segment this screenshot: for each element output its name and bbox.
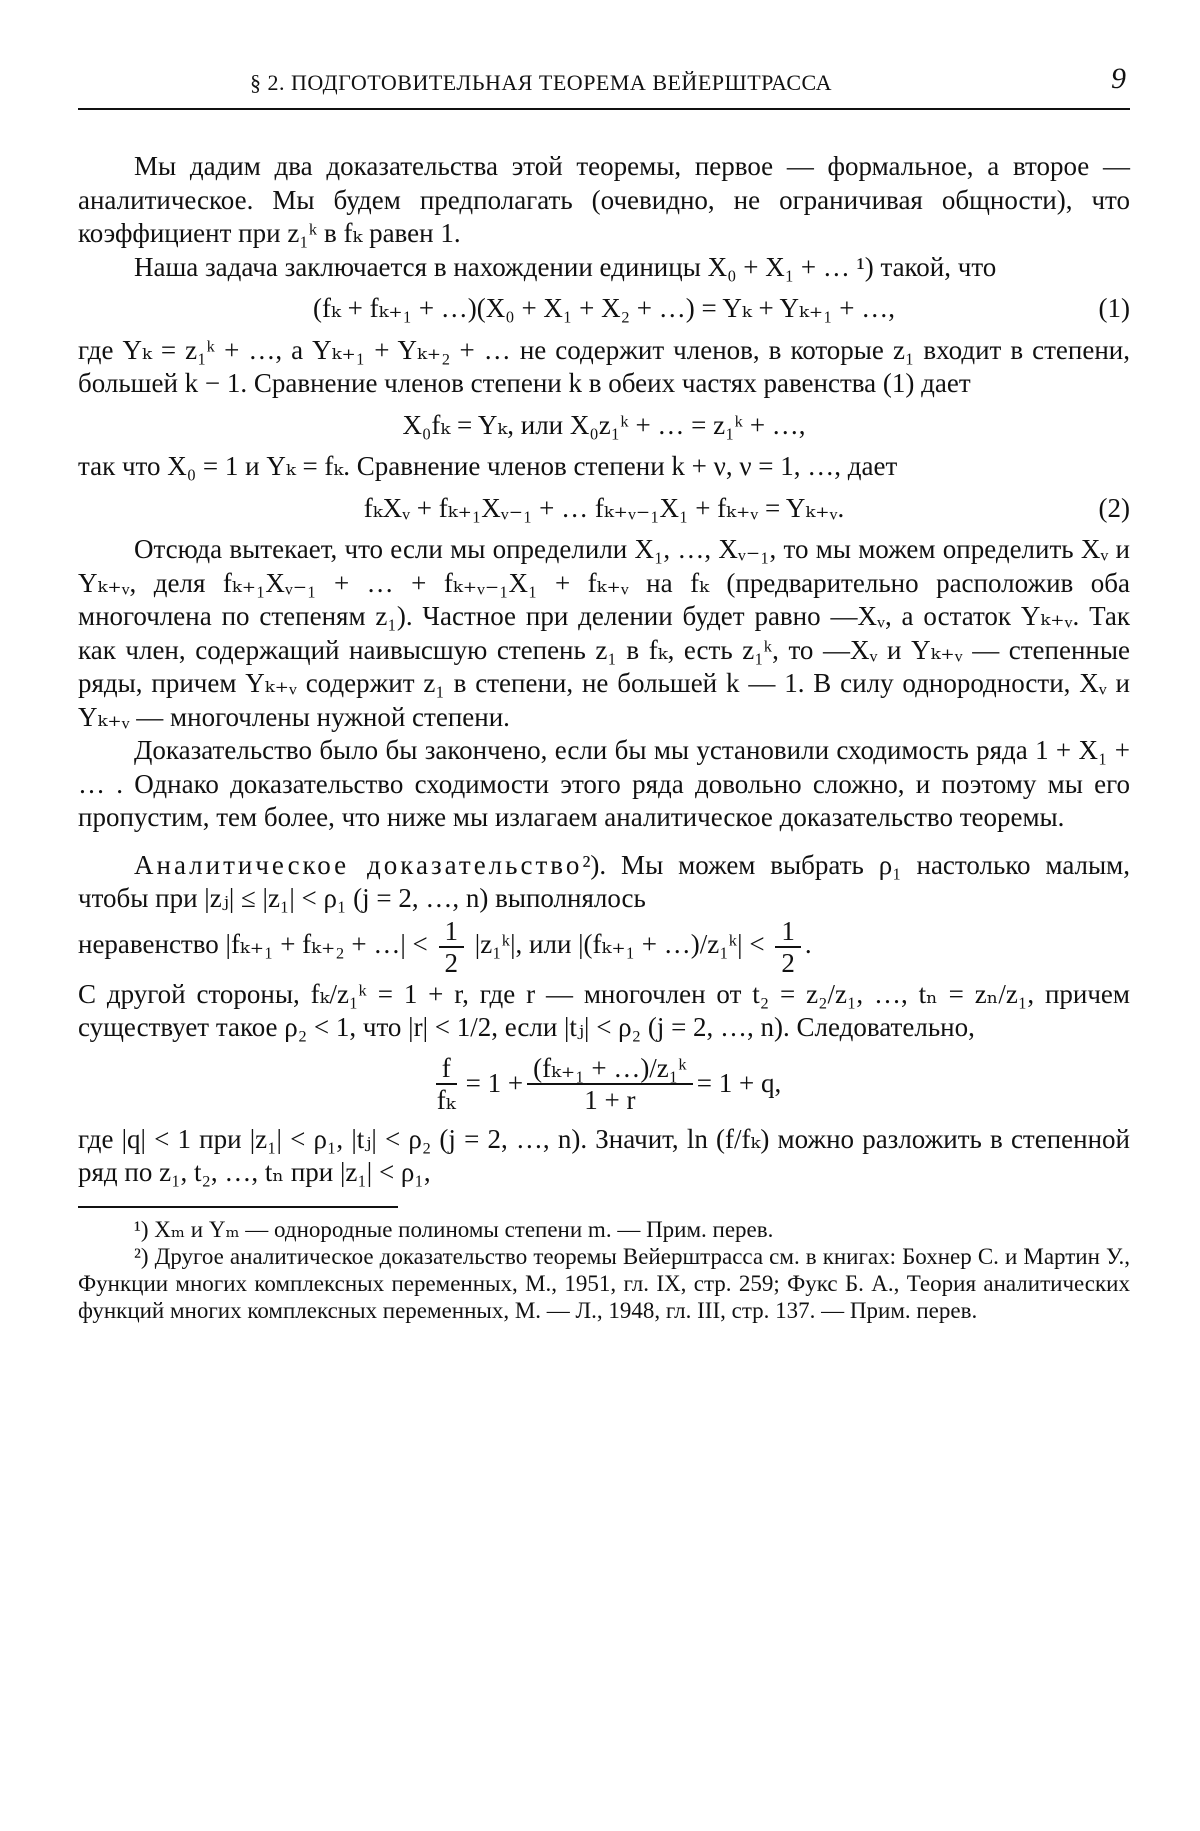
paragraph-5: Отсюда вытекает, что если мы определили X₁, …, Xᵥ₋₁, то мы можем определить Xᵥ и Yₖ₊ᵥ, деля fₖ₊₁Xᵥ₋₁ + … + fₖ₊ᵥ₋₁X₁ + fₖ₊ᵥ на fₖ (предварительно расположив оба многочлена по степеням z₁). Частное при делении будет равно —Xᵥ, а остаток Yₖ₊ᵥ. Так как член, содержащий наивысшую степень z₁ в fₖ, есть z₁ᵏ, то —Xᵥ и Yₖ₊ᵥ — степенные ряды, причем Yₖ₊ᵥ содержит z₁ в степени, не большей k — 1. В силу однородности, Xᵥ и Yₖ₊ᵥ — многочлены нужной степени. xyxy=(78,534,1130,732)
paragraph-7 xyxy=(78,849,1130,916)
footnote-2: ²) Другое аналитическое доказательство теоремы Вейерштрасса см. в книгах: Бохнер С. и Мартин У., Функции многих комплексных переменных, М., 1951, гл. IX, стр. 259; Фукс Б. А., Теория аналитических функций многих комплексных переменных, М. — Л., 1948, гл. III, стр. 137. — Прим. перев. xyxy=(78,1243,1130,1323)
fraction-half-1-num: 1 xyxy=(439,916,465,948)
paragraph-7-lead: Аналитическое доказательство xyxy=(134,849,583,880)
equation-3-mid: = 1 + xyxy=(465,1067,524,1098)
fraction-half-2-num: 1 xyxy=(775,916,801,948)
equation-3-end: = 1 + q, xyxy=(696,1067,782,1098)
equation-1-number: (1) xyxy=(1098,293,1130,323)
fraction-half-1-den: 2 xyxy=(444,947,459,978)
fraction-half-2-den: 2 xyxy=(781,947,795,978)
equation-2-number: (2) xyxy=(1098,492,1130,523)
equation-3 xyxy=(78,1053,1130,1115)
equation-mid xyxy=(78,409,1130,443)
fraction-half-1 xyxy=(439,916,465,978)
paragraph-3: где Yₖ = z₁ᵏ + …, а Yₖ₊₁ + Yₖ₊₂ + … не содержит членов, в которые z₁ входит в степени, большей k − 1. Сравнение членов степени k в обеих частях равенства (1) дает xyxy=(78,334,1130,398)
inequality-part-b: |z₁ᵏ|, или |(fₖ₊₁ + …)/z₁ᵏ| < xyxy=(474,928,765,959)
footnote-1: ¹) Xₘ и Yₘ — однородные полиномы степени m. — Прим. перев. xyxy=(134,1216,774,1242)
book-page xyxy=(78,62,1131,1323)
page-number: 9 xyxy=(1111,62,1126,95)
equation-2 xyxy=(78,492,1130,526)
paragraph-7-rest: ²). Мы можем выбрать ρ₁ настолько малым, чтобы при |zⱼ| ≤ |z₁| < ρ₁ (j = 2, …, n) выполнялось xyxy=(78,849,1131,913)
equation-3-lhs xyxy=(431,1053,462,1115)
equation-mid-body: X₀fₖ = Yₖ, или X₀z₁ᵏ + … = z₁ᵏ + …, xyxy=(402,409,806,440)
running-header xyxy=(78,62,1130,106)
paragraph-4: так что X₀ = 1 и Yₖ = fₖ. Сравнение членов степени k + ν, ν = 1, …, дает xyxy=(78,451,898,481)
page-body xyxy=(78,150,1130,1324)
footnote-rule xyxy=(78,1206,398,1208)
header-rule xyxy=(78,108,1130,110)
paragraph-6: Доказательство было бы закончено, если бы мы установили сходимость ряда 1 + X₁ + … . Однако доказательство сходимости этого ряда довольно сложно, и поэтому мы его пропустим, тем более, что ниже мы излагаем аналитическое доказательство теоремы. xyxy=(78,735,1130,832)
inequality-part-a: неравенство |fₖ₊₁ + fₖ₊₂ + …| < xyxy=(78,928,428,959)
equation-3-frac-num: (fₖ₊₁ + …)/z₁ᵏ xyxy=(527,1053,693,1085)
paragraph-8: С другой стороны, fₖ/z₁ᵏ = 1 + r, где r — многочлен от t₂ = z₂/z₁, …, tₙ = zₙ/z₁, причем существует такое ρ₂ < 1, что |r| < 1/2, если |tⱼ| < ρ₂ (j = 2, …, n). Следовательно, xyxy=(78,978,1130,1042)
equation-2-body: fₖXᵥ + fₖ₊₁Xᵥ₋₁ + … fₖ₊ᵥ₋₁X₁ + fₖ₊ᵥ = Yₖ₊ᵥ. xyxy=(363,492,845,523)
equation-1-body: (fₖ + fₖ₊₁ + …)(X₀ + X₁ + X₂ + …) = Yₖ + Yₖ₊₁ + …, xyxy=(313,293,895,323)
equation-3-frac xyxy=(527,1053,693,1115)
paragraph-2: Наша задача заключается в нахождении единицы X₀ + X₁ + … ¹) такой, что xyxy=(134,251,997,282)
equation-3-lhs-den: fₖ xyxy=(436,1084,456,1115)
equation-1 xyxy=(78,292,1130,326)
header-title: § 2. ПОДГОТОВИТЕЛЬНАЯ ТЕОРЕМА ВЕЙЕРШТРАССА xyxy=(250,70,832,95)
paragraph-1: Мы дадим два доказательства этой теоремы, первое — формальное, а второе — аналитическое. Мы будем предполагать (очевидно, не ограничивая общности), что коэффициент при z₁ᵏ в fₖ равен 1. xyxy=(78,151,1130,248)
inequality-line: неравенство |fₖ₊₁ + fₖ₊₂ + …| < $\frac{1}{2}$ |z₁ᵏ|, или |(fₖ₊₁ + …)/z₁ᵏ| < $\frac{1}{2}$ . xyxy=(78,915,812,978)
section-gap xyxy=(78,835,1130,849)
paragraph-9: где |q| < 1 при |z₁| < ρ₁, |tⱼ| < ρ₂ (j = 2, …, n). Значит, ln (f/fₖ) можно разложить в степенной ряд по z₁, t₂, …, tₙ при |z₁| < ρ₁, xyxy=(78,1123,1130,1187)
equation-3-lhs-num: f xyxy=(436,1053,457,1085)
equation-3-frac-den: 1 + r xyxy=(584,1084,636,1115)
fraction-half-2 xyxy=(775,916,801,978)
